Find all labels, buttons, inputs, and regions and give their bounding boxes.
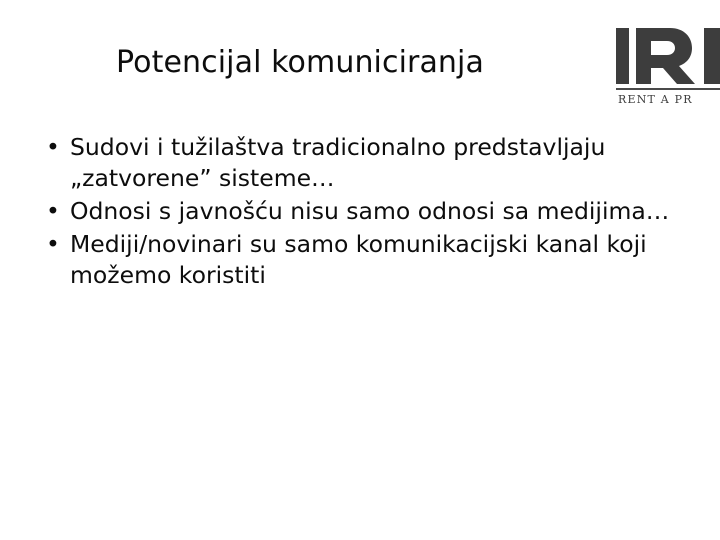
bullet-list	[32, 132, 692, 293]
list-item-text: Sudovi i tužilaštva tradicionalno predstavljaju „zatvorene” sisteme…	[70, 133, 606, 193]
rent-a-pr-logo	[612, 22, 720, 108]
bullet-glyph: •	[46, 133, 60, 161]
bullet-glyph: •	[46, 230, 60, 259]
list-item-text: Mediji/novinari su samo komunikacijski kanal koji možemo koristiti	[70, 230, 647, 290]
page-title: Potencijal komuniciranja	[116, 45, 484, 80]
list-item	[32, 132, 692, 194]
list-item	[32, 229, 692, 291]
list-item	[32, 196, 692, 227]
logo-tagline: RENT A PR	[618, 93, 693, 106]
list-item-text: Odnosi s javnošću nisu samo odnosi sa medijima…	[70, 197, 670, 226]
bullet-glyph: •	[46, 197, 60, 226]
